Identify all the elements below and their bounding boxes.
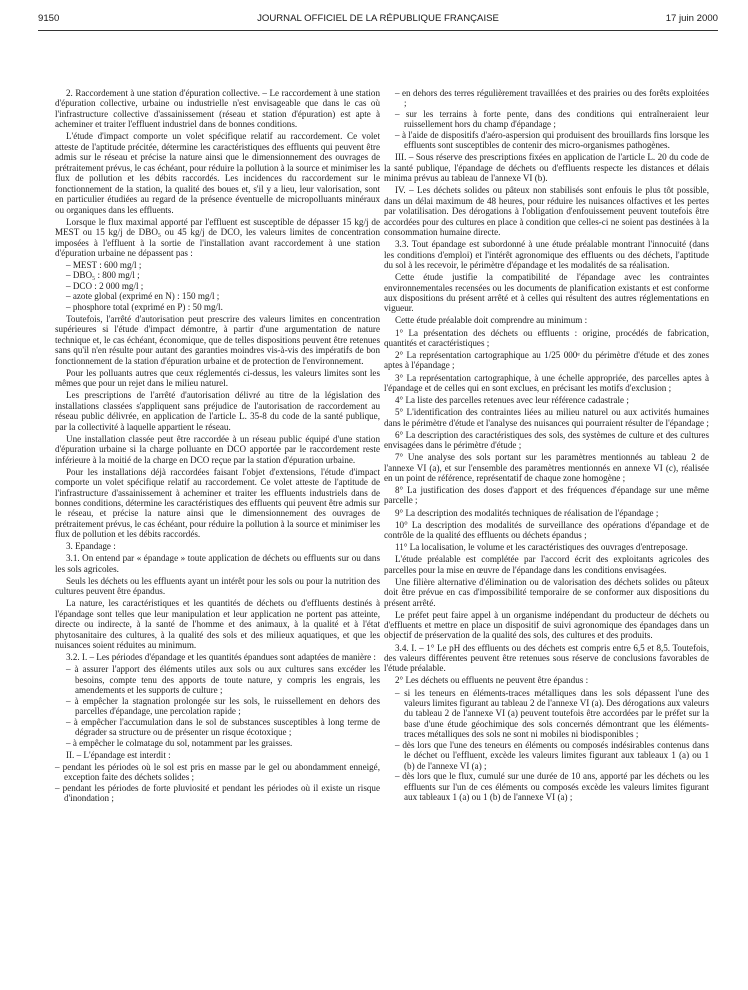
left-column [55, 88, 380, 805]
section-heading: 3. Epandage : [66, 541, 116, 552]
paragraph: 2° Les déchets ou effluents ne peuvent être épandus : [395, 675, 589, 686]
paragraph: 3.2. I. – Les périodes d'épandage et les quantités épandues sont adaptées de manière : [66, 652, 376, 663]
paragraph: Pour les installations déjà raccordées faisant l'objet d'extensions, l'étude d'impact comporte un volet spécifique relatif au raccordement. Ce volet atteste de l'aptitude de l'infrastructure d'assainissement à acheminer et traiter les effluents industriels dans de bonnes conditions, détermine les caractéristiques des effluents qui peuvent être admis sur le réseau, et précise la nature ainsi que le dimensionnement des ouvrages de prétraitement prévus, le cas échéant, pour réduire la pollution à la source et minimiser les flux de pollution et les débits raccordés. [55, 466, 380, 540]
paragraph: Seuls les déchets ou les effluents ayant un intérêt pour les sols ou pour la nutrition des cultures peuvent être épandus. [55, 575, 380, 597]
right-column [384, 88, 709, 804]
study-item: 3° La représentation cartographique, à une échelle appropriée, des parcelles aptes à l'épandage et de celles qui en sont exclues, en précisant les motifs d'exclusion ; [384, 372, 709, 393]
paragraph: IV. – Les déchets solides ou pâteux non stabilisés sont enfouis le plus tôt possible, dans un délai maximum de 48 heures, pour réduire les nuisances olfactives et les pertes par volatilisation. Des dérogations à l'obligation d'enfouissement peuvent toutefois être accordées pour des cultures en place à condition que celles-ci ne soient pas destinées à la consommation humaine directe. [384, 185, 709, 238]
list-item: – MEST : 600 mg/l ; [55, 260, 380, 270]
paragraph: Cette étude préalable doit comprendre au minimum : [395, 315, 588, 326]
list-item: – phosphore total (exprimé en P) : 50 mg/l. [55, 302, 380, 312]
list-item: – DBO₅ : 800 mg/l ; [55, 270, 380, 280]
issue-date: 17 juin 2000 [665, 13, 718, 24]
list-item: – à empêcher le colmatage du sol, notamment par les graisses. [55, 738, 380, 748]
page-header [38, 13, 718, 29]
forbid-list-continued [384, 88, 709, 151]
paragraph: Lorsque le flux maximal apporté par l'effluent est susceptible de dépasser 15 kg/j de MEST ou 15 kg/j de DBO₅ ou 45 kg/j de DCO, les valeurs limites de concentration imposées à l'effluent à la sortie de l'installation avant raccordement à une station d'épuration urbaine ne dépassent pas : [55, 216, 380, 258]
paragraph: Pour les polluants autres que ceux réglementés ci-dessus, les valeurs limites sont les mêmes que pour un rejet dans le milieu naturel. [55, 367, 380, 389]
paragraph: Une filière alternative d'élimination ou de valorisation des déchets solides ou pâteux doit être prévue en cas d'impossibilité temporaire de se conformer aux dispositions du présent arrêté. [384, 576, 709, 608]
list-item: – dès lors que l'une des teneurs en éléments ou composés indésirables contenus dans le déchet ou l'effluent, excède les valeurs limites figurant aux tableaux 1 (a) ou 1 (b) de l'annexe VI (a) ; [384, 740, 709, 771]
page-number: 9150 [38, 13, 60, 24]
list-item: – à empêcher la stagnation prolongée sur les sols, le ruissellement en dehors des parcelles d'épandage, une percolation rapide ; [55, 696, 380, 717]
paragraph: 3.1. On entend par « épandage » toute application de déchets ou effluents sur ou dans les sols agricoles. [55, 553, 380, 574]
paragraph: 3.4. I. – 1° Le pH des effluents ou des déchets est compris entre 6,5 et 8,5. Toutefois, des valeurs différentes peuvent être retenues sous réserve de conclusions favorables de l'étude préalable. [384, 642, 709, 674]
paragraph: L'étude d'impact comporte un volet spécifique relatif au raccordement. Ce volet atteste de l'aptitude précitée, détermine les caractéristiques des effluents qui peuvent être admis sur le réseau et précise la nature ainsi que le dimensionnement des ouvrages de prétraitement prévus, le cas échéant, pour réduire la pollution à la source et minimiser les flux de pollution et les débits raccordés. Les incidences du raccordement sur le fonctionnement de la station, la qualité des boues et, s'il y a lieu, leur valorisation, sont en particulier étudiées au regard de la présence éventuelle de micropolluants minéraux ou organiques dans les effluents. [55, 131, 380, 215]
study-item: 11° La localisation, le volume et les caractéristiques des ouvrages d'entreposage. [395, 542, 688, 553]
paragraph: Toutefois, l'arrêté d'autorisation peut prescrire des valeurs limites en concentration supérieures si l'étude d'impact démontre, à partir d'une argumentation de nature technique et, le cas échéant, économique, que de telles dispositions peuvent être retenues sans qu'il n'en résulte pour autant des garanties moindres vis-à-vis des impératifs de bon fonctionnement de la station d'épuration urbaine et de protection de l'environnement. [55, 313, 380, 366]
paragraph: III. – Sous réserve des prescriptions fixées en application de l'article L. 20 du code de la santé publique, l'épandage de déchets ou d'effluents respecte les distances et délais minima prévus au tableau de l'annexe VI (b). [384, 152, 709, 184]
study-item: 4° La liste des parcelles retenues avec leur référence cadastrale ; [395, 395, 629, 406]
list-item: – en dehors des terres régulièrement travaillées et des prairies ou des forêts exploitées ; [384, 88, 709, 109]
study-item: 5° L'identification des contraintes liées au milieu naturel ou aux activités humaines dans le périmètre d'étude et l'analyse des nuisances qui pourraient résulter de l'épandage ; [384, 407, 709, 428]
paragraph: 3.3. Tout épandage est subordonné à une étude préalable montrant l'innocuité (dans les conditions d'emploi) et l'intérêt agronomique des effluents ou des déchets, l'aptitude du sol à les recevoir, le périmètre d'épandage et les modalités de sa réalisation. [384, 239, 709, 271]
paragraph: 2. Raccordement à une station d'épuration collective. – Le raccordement à une station d'épuration collective, urbaine ou industrielle n'est envisageable que dans le cas où l'infrastructure collective d'assainissement (réseau et station d'épuration) est apte à acheminer et traiter l'effluent industriel dans de bonnes conditions. [55, 88, 380, 130]
list-item: – pendant les périodes où le sol est pris en masse par le gel ou abondamment enneigé, exception faite des déchets solides ; [55, 762, 380, 783]
study-item: 7° Une analyse des sols portant sur les paramètres mentionnés au tableau 2 de l'annexe VI (a), et sur l'ensemble des paramètres mentionnés en annexe VI (c), réalisée en un point de référence, représentatif de chaque zone homogène ; [384, 452, 709, 483]
paragraph: Les prescriptions de l'arrêté d'autorisation délivré au titre de la législation des installations classées s'appliquent sans préjudice de l'autorisation de raccordement au réseau public délivrée, en application de l'article L. 35-8 du code de la santé publique, par la collectivité à laquelle appartient le réseau. [55, 390, 380, 432]
paragraph: L'étude préalable est complétée par l'accord écrit des exploitants agricoles des parcelles pour la mise en œuvre de l'épandage dans les conditions envisagées. [384, 554, 709, 575]
list-item: – à assurer l'apport des éléments utiles aux sols ou aux cultures sans excéder les besoins, compte tenu des apports de toute nature, y compris les engrais, les amendements et les supports de culture ; [55, 664, 380, 695]
list-item: – si les teneurs en éléments-traces métalliques dans les sols dépassent l'une des valeurs limites figurant au tableau 2 de l'annexe VI (a). Des dérogations aux valeurs du tableau 2 de l'annexe VI (a) peuvent toutefois être accordées par le préfet sur la base d'une étude géochimique des sols concernés démontrant que les éléments-traces métalliques des sols ne sont ni mobiles ni biodisponibles ; [384, 688, 709, 740]
list-item: – sur les terrains à forte pente, dans des conditions qui entraîneraient leur ruissellement hors du champ d'épandage ; [384, 109, 709, 130]
paragraph: La nature, les caractéristiques et les quantités de déchets ou d'effluents destinés à l'épandage sont telles que leur manipulation et leur application ne portent pas atteinte, directe ou indirecte, à la santé de l'homme et des animaux, à la qualité et à l'état phytosanitaire des cultures, à la qualité des sols et des milieux aquatiques, et que les nuisances soient réduites au minimum. [55, 598, 380, 651]
list-item: – azote global (exprimé en N) : 150 mg/l ; [55, 291, 380, 301]
study-item: 10° La description des modalités de surveillance des opérations d'épandage et de contrôle de la qualité des effluents ou déchets épandus ; [384, 519, 709, 541]
study-item: 6° La description des caractéristiques des sols, des systèmes de culture et des cultures envisagées dans le périmètre d'étude ; [384, 429, 709, 451]
paragraph: Le préfet peut faire appel à un organisme indépendant du producteur de déchets ou d'effluents et mettre en place un dispositif de suivi agronomique des épandages dans un objectif de préservation de la qualité des sols, des cultures et des produits. [384, 609, 709, 641]
adapt-list [55, 664, 380, 748]
study-item: 8° La justification des doses d'apport et des fréquences d'épandage sur une même parcelle ; [384, 485, 709, 506]
list-item: – DCO : 2 000 mg/l ; [55, 281, 380, 291]
list-item: – à l'aide de dispositifs d'aéro-aspersion qui produisent des brouillards fins lorsque les effluents sont susceptibles de contenir des micro-organismes pathogènes. [384, 130, 709, 151]
paragraph: II. – L'épandage est interdit : [66, 749, 171, 760]
list-item: – dès lors que le flux, cumulé sur une durée de 10 ans, apporté par les déchets ou les effluents sur l'un de ces éléments ou composés excède les valeurs limites figurant aux tableaux 1 (a) ou 1 (b) de l'annexe VI (a) ; [384, 771, 709, 802]
list-item: – pendant les périodes de forte pluviosité et pendant les périodes où il existe un risque d'inondation ; [55, 783, 380, 804]
header-rule [38, 30, 718, 31]
forbid-list [55, 762, 380, 804]
study-item: 2° La représentation cartographique au 1/25 000ᵉ du périmètre d'étude et des zones aptes à l'épandage ; [384, 350, 709, 371]
limits-list [55, 260, 380, 312]
cannot-list [384, 688, 709, 803]
study-item: 1° La présentation des déchets ou effluents : origine, procédés de fabrication, quantités et caractéristiques ; [384, 327, 709, 348]
paragraph: Une installation classée peut être raccordée à un réseau public équipé d'une station d'épuration urbaine si la charge polluante en DCO apportée par le raccordement reste inférieure à la moitié de la charge en DCO reçue par la station d'épuration urbaine. [55, 433, 380, 465]
journal-title: JOURNAL OFFICIEL DE LA RÉPUBLIQUE FRANÇAISE [257, 13, 499, 24]
paragraph: Cette étude justifie la compatibilité de l'épandage avec les contraintes environnementales recensées ou les documents de planification existants et est conforme aux dispositions du présent arrêté et à celles qui résultent des autres réglementations en vigueur. [384, 272, 709, 314]
study-item: 9° La description des modalités techniques de réalisation de l'épandage ; [395, 507, 659, 518]
list-item: – à empêcher l'accumulation dans le sol de substances susceptibles à long terme de dégrader sa structure ou de présenter un risque écotoxique ; [55, 717, 380, 738]
